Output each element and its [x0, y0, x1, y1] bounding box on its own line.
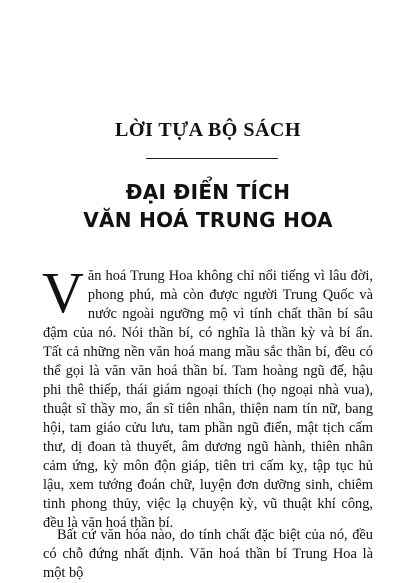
drop-cap-letter: V [42, 260, 84, 325]
book-title-line-1: ĐẠI ĐIỂN TÍCH [125, 180, 291, 204]
paragraph-1-text: ăn hoá Trung Hoa không chỉ nổi tiếng vì lâu đời, phong phú, mà còn được người Trung Quốc và nước ngoài ngưỡng mộ vì tính chất thần bí sâu đậm của nó. Nói thần bí, có nghĩa là thần kỳ và bí ẩn. Tất cả những nền văn hoá mang mầu sắc thần bí, đều có thể gọi là văn văn hoá thần bí. Tam hoàng ngũ đế, hậu phi thê thiếp, thái giám ngoại thích (họ ngoại nhà vua), thuật sĩ thầy mo, ẩn sĩ tiên nhân, thiện nam tín nữ, bang hội, tam giáo cửu lưu, tam phần ngũ điển, mật tịch cấm thư, dị đoan tà thuyết, âm dương ngũ hành, thiên nhân cảm ứng, kỳ môn độn giáp, tiên tri cấm kỵ, tập tục hủ lậu, xem tướng đoán chữ, luyện đơn dưỡng sinh, chiêm tinh phong thủy, việc lạ chuyện kỳ, vũ thuật khí công, đều là văn hoá thần bí. [43, 268, 373, 531]
paragraph-1 [42, 260, 373, 533]
paragraph-2: Bất cứ văn hóa nào, do tính chất đặc biệt của nó, đều có chỗ đứng nhất định. Văn hoá thần bí Trung Hoa là một bộ [43, 527, 373, 581]
preface-title: LỜI TỰA BỘ SÁCH [115, 119, 301, 141]
book-title-line-2: VĂN HOÁ TRUNG HOA [83, 208, 333, 232]
title-divider [146, 158, 278, 159]
